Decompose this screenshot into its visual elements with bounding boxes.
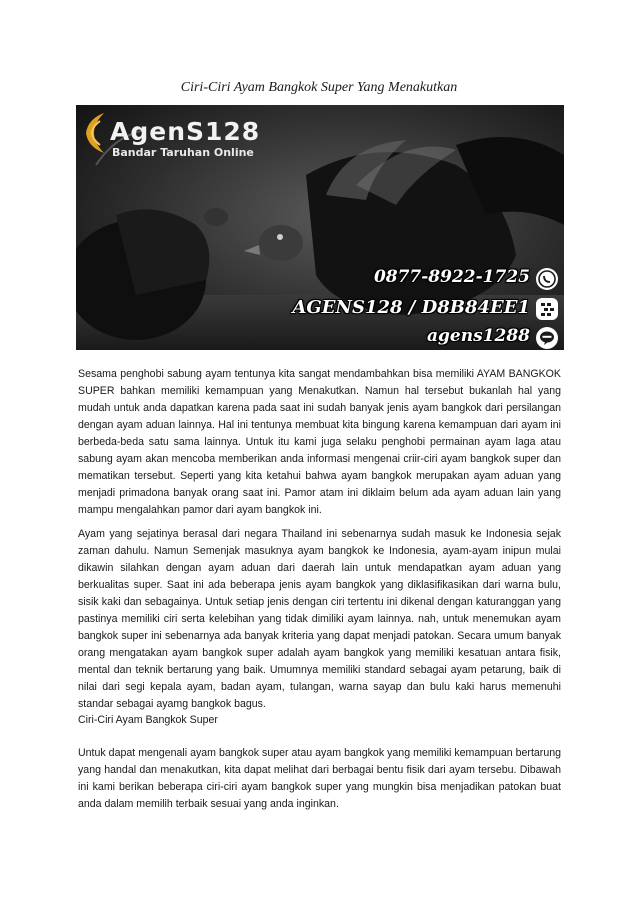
brand-tagline: Bandar Taruhan Online [112,146,254,159]
section-heading: Ciri-Ciri Ayam Bangkok Super [78,714,218,726]
banner-image [76,105,564,350]
document-title: Ciri-Ciri Ayam Bangkok Super Yang Menakutkan [180,80,458,95]
phone-number: 0877-8922-1725 [373,267,530,287]
bbm-icon [536,298,558,320]
brand-name: AgenS128 [110,117,261,146]
line-id: agens1288 [427,326,530,346]
line-icon [536,327,558,349]
bbm-pin: AGENS128 / D8B84EE1 [292,297,530,318]
paragraph-history: Ayam yang sejatinya berasal dari negara Thailand ini sebenarnya sudah masuk ke Indonesia sejak zaman dahulu. Namun Semenjak masuknya ayam bangkok ke Indonesia, ayam-ayam inipun mulai dikawin silahkan dengan ayam aduan dari daerah lain untuk mendapatkan ayam aduan yang berkualitas super. Saat ini ada beberapa jenis ayam bangkok yang diklasifikasikan dari warna bulu, sisik kaki dan sebagainya. Untuk setiap jenis dengan ciri tertentu ini dikenal dengan katuranggan yang pastinya memiliki ciri serta kelebihan yang tidak dimiliki ayam lainnya. nah, untuk menemukan ayam bangkok super ini sebenarnya ada banyak kriteria yang dapat menjadi patokan. Secara umum banyak orang mengatakan ayam bangkok super adalah ayam bangkok yang memiliki kesatuan antara fisik, mental dan teknik bertarung yang baik. Umumnya memiliki standard sebagai ayam petarung, baik di nilai dari segi kepala ayam, badan ayam, tulangan, warna sayap dan bulu kaki harus memenuhi standar sebagai ayamg bangkok bagus. [78,528,561,710]
whatsapp-icon [536,268,558,290]
paragraph-section: Untuk dapat mengenali ayam bangkok super atau ayam bangkok yang memiliki kemampuan bertarung yang handal dan menakutkan, kita dapat melihat dari berbagai bentu fisik dari ayam tersebu. Dibawah ini kami berikan beberapa ciri-ciri ayam bangkok super yang mungkin bisa menjadikan patokan buat anda dalam memilih terbaik sesuai yang anda inginkan. [78,747,561,810]
wing-logo-icon [82,111,108,155]
paragraph-intro: Sesama penghobi sabung ayam tentunya kita sangat mendambahkan bisa memiliki AYAM BANGKOK SUPER bahkan memiliki kemampuan yang Menakutkan. Namun hal tersebut bukanlah hal yang mudah untuk anda dapatkan karena pada saat ini sudah banyak jenis ayam bangkok dari persilangan dengan ayam aduan lainnya. Hal ini tentunya membuat kita bingung karena kemampuan dari ayam ini berbeda-beda satu sama lainnya. Untuk itu kami juga selaku penghobi permainan ayam laga atau sabung ayam akan mencoba memberikan anda informasi mengenai criir-ciri ayam bangkok super dan mematikan tersebut. Seperti yang kita ketahui bahwa ayam bangkok merupakan ayam aduan yang menjadi primadona banyak orang saat ini. Pamor atam ini diklaim belum ada ayam aduan lain yang mampu mengalahkan pamor dari ayam bangkok ini. [78,368,561,516]
